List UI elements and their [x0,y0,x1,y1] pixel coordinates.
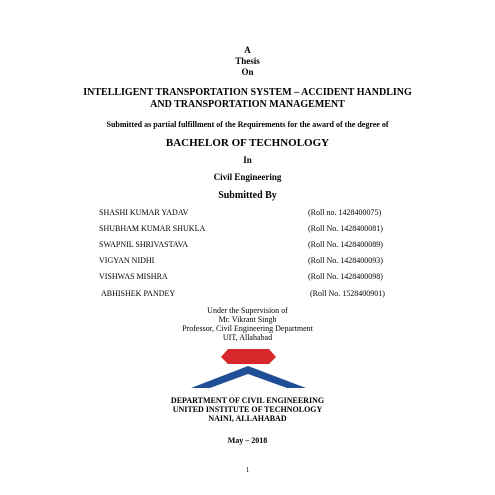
branch: Civil Engineering [213,172,282,182]
title-line-2: AND TRANSPORTATION MANAGEMENT [150,99,345,110]
student-roll: (Roll No. 1428400098) [308,272,383,281]
in-label: In [243,155,252,165]
supervisor-name: Mr. Vikrant Singh [218,315,277,324]
institute-logo [191,346,306,388]
submission-note: Submitted as partial fulfillment of the Requirements for the award of the degree of [106,120,389,129]
heading-thesis: Thesis [235,56,260,66]
student-name: ABHISHEK PANDEY [101,289,176,298]
student-roll: (Roll no. 1428400075) [308,208,382,217]
student-roll: (Roll No. 1428400089) [308,240,383,249]
page-number: 1 [245,466,250,474]
title-line-1: INTELLIGENT TRANSPORTATION SYSTEM – ACCIDENT HANDLING [83,87,412,98]
heading-a: A [244,45,251,55]
student-roll: (Roll No. 1428400081) [308,224,383,233]
supervision-label: Under the Supervision of [207,306,288,315]
student-roll: (Roll No. 1528400901) [310,289,385,298]
heading-on: On [241,67,254,77]
department: DEPARTMENT OF CIVIL ENGINEERING [170,396,325,405]
date: May – 2018 [227,436,268,445]
student-name: VIGYAN NIDHI [99,256,155,265]
student-name: SWAPNIL SHRIVASTAVA [99,240,189,249]
degree: BACHELOR OF TECHNOLOGY [165,137,330,149]
student-name: SHUBHAM KUMAR SHUKLA [99,224,206,233]
institute-name: UNITED INSTITUTE OF TECHNOLOGY [172,405,323,414]
student-roll: (Roll No. 1428400093) [308,256,383,265]
supervisor-institute: UIT, Allahabad [222,333,273,342]
institute-place: NAINI, ALLAHABAD [208,414,287,423]
logo-red-shape [221,349,276,364]
student-name: VISHWAS MISHRA [99,272,168,281]
student-name: SHASHI KUMAR YADAV [99,208,189,217]
supervisor-title: Professor, Civil Engineering Department [182,324,313,333]
submitted-by: Submitted By [218,190,277,201]
